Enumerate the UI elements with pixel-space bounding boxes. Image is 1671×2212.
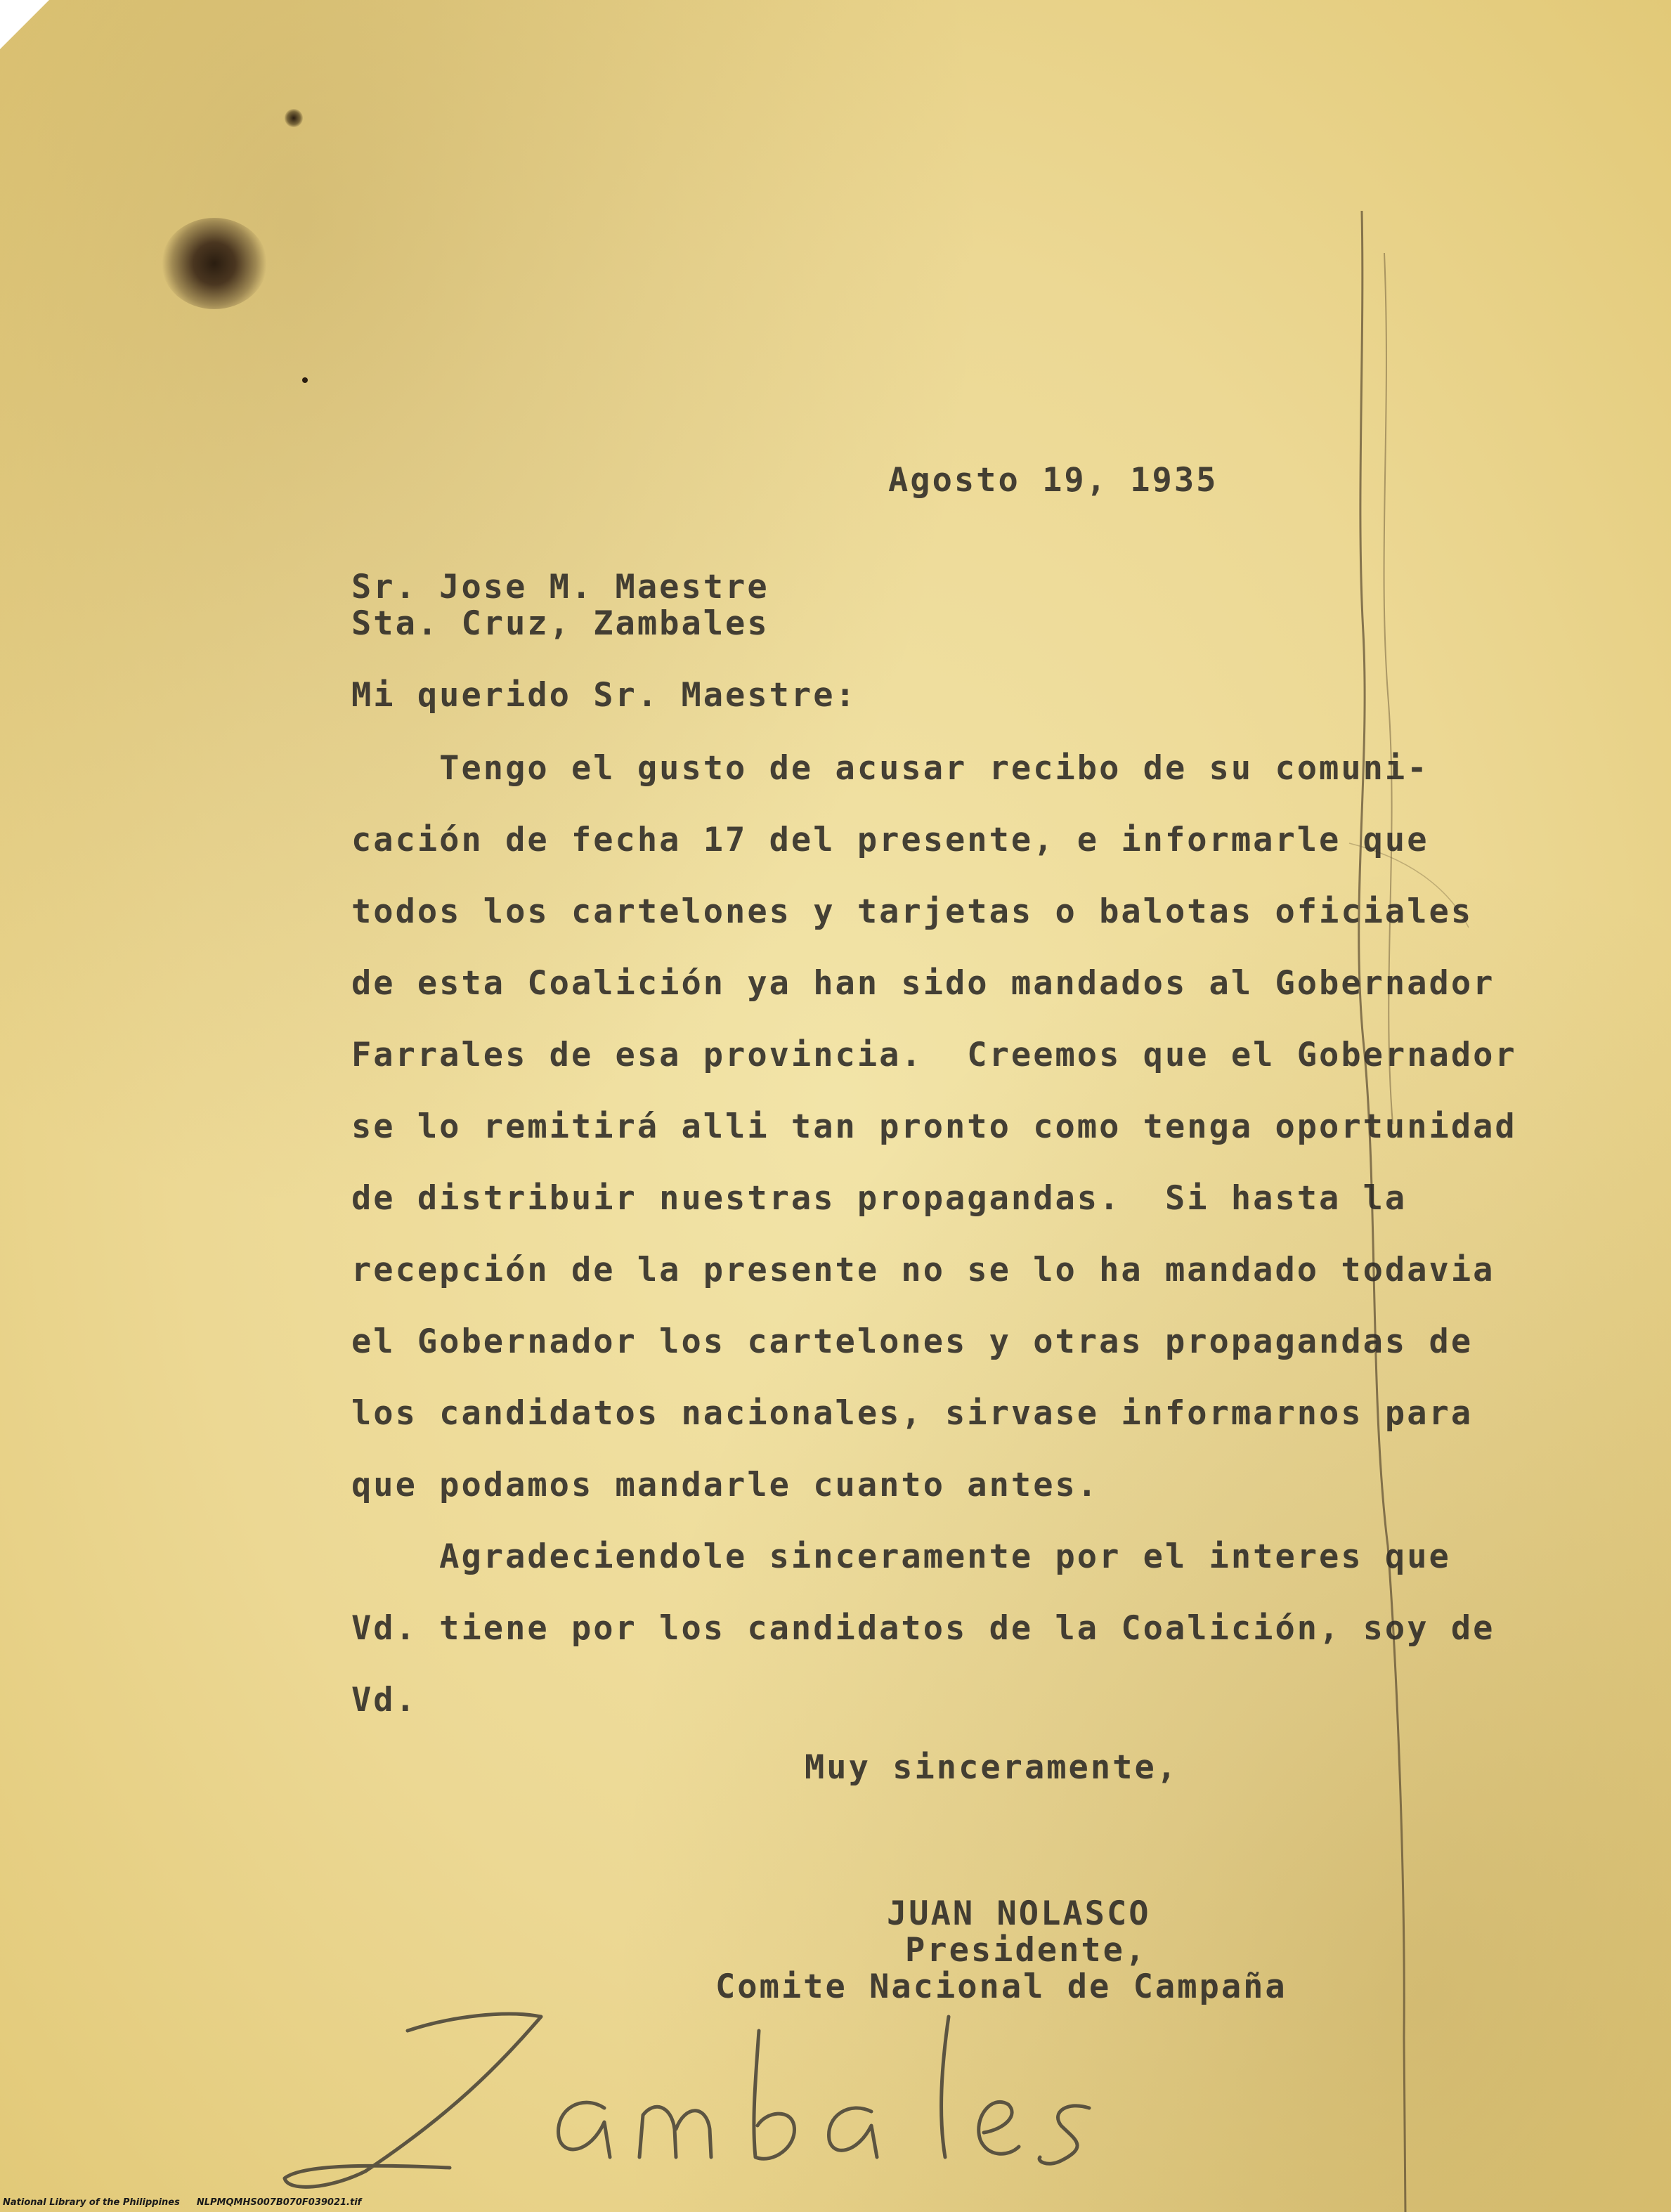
body-line: Farrales de esa provincia. Creemos que el Gobernador	[351, 1036, 1517, 1074]
body-line: los candidatos nacionales, sirvase informarnos para	[351, 1394, 1474, 1433]
body-line: todos los cartelones y tarjetas o balotas oficiales	[351, 892, 1474, 931]
body-line: de esta Coalición ya han sido mandados al Gobernador	[351, 964, 1495, 1003]
archive-footer	[3, 2197, 361, 2208]
torn-corner	[0, 0, 49, 49]
burn-stain	[162, 218, 267, 309]
body-line: Tengo el gusto de acusar recibo de su comuni-	[351, 749, 1429, 788]
body-line: el Gobernador los cartelones y otras propagandas de	[351, 1322, 1474, 1361]
body-line: Agradeciendole sinceramente por el interes que	[351, 1537, 1451, 1576]
footer-file-id: NLPMQMHS007B070F039021.tif	[196, 2197, 362, 2208]
handwritten-note	[274, 1989, 1398, 2199]
signatory-name: JUAN NOLASCO	[887, 1894, 1151, 1933]
recipient-address: Sta. Cruz, Zambales	[351, 604, 769, 643]
recipient-name: Sr. Jose M. Maestre	[351, 568, 769, 606]
body-line: Vd.	[351, 1681, 417, 1719]
signatory-title: Presidente,	[905, 1931, 1147, 1970]
body-line: que podamos mandarle cuanto antes.	[351, 1466, 1100, 1504]
closing: Muy sinceramente,	[805, 1748, 1179, 1787]
small-stain	[285, 109, 303, 127]
body-line: cación de fecha 17 del presente, e informarle que	[351, 821, 1429, 859]
body-line: Vd. tiene por los candidatos de la Coalición, soy de	[351, 1609, 1495, 1648]
ink-dot	[302, 377, 308, 383]
footer-institution: National Library of the Philippines	[3, 2197, 180, 2208]
letter-date: Agosto 19, 1935	[888, 461, 1218, 500]
body-line: recepción de la presente no se lo ha mandado todavia	[351, 1251, 1495, 1289]
body-line: se lo remitirá alli tan pronto como tenga oportunidad	[351, 1107, 1517, 1146]
signatory-organization: Comite Nacional de Campaña	[715, 1967, 1287, 2006]
salutation: Mi querido Sr. Maestre:	[351, 676, 857, 715]
body-line: de distribuir nuestras propagandas. Si hasta la	[351, 1179, 1407, 1218]
